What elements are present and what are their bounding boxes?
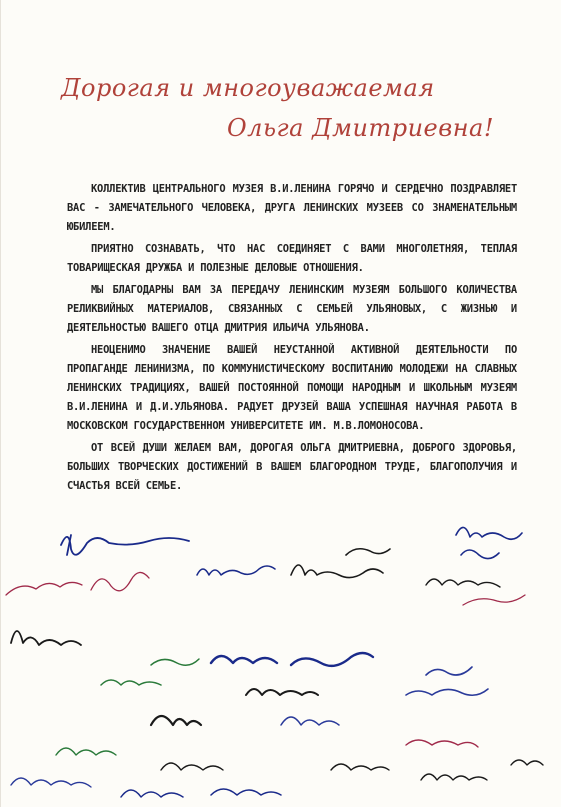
signature-16 bbox=[406, 740, 478, 747]
signature-1 bbox=[61, 535, 189, 555]
signature-5 bbox=[426, 579, 500, 587]
signature-10 bbox=[211, 653, 373, 666]
letter-body bbox=[67, 180, 517, 499]
salutation-line-2: Ольга Дмитриевна! bbox=[227, 114, 494, 142]
paragraph-4: НЕОЦЕНИМО ЗНАЧЕНИЕ ВАШЕЙ НЕУСТАННОЙ АКТИВНОЙ ДЕЯТЕЛЬНОСТИ ПО ПРОПАГАНДЕ ЛЕНИНИЗМА, ПО КОММУНИСТИЧЕСКОМУ ВОСПИТАНИЮ МОЛОДЕЖИ НА СЛАВНЫХ ЛЕНИНСКИХ ТРАДИЦИЯХ, ВАШЕЙ ПОСТОЯННОЙ ПОМОЩИ НАРОДНЫМ И ШКОЛЬНЫМ МУЗЕЯМ В.И.ЛЕНИНА И Д.И.УЛЬЯНОВА. РАДУЕТ ДРУЗЕЙ ВАША УСПЕШНАЯ НАУЧНАЯ РАБОТА В МОСКОВСКОМ ГОСУДАРСТВЕННОМ УНИВЕРСИТЕТЕ ИМ. М.В.ЛОМОНОСОВА. bbox=[67, 344, 517, 432]
signature-3 bbox=[6, 572, 149, 595]
signature-19 bbox=[11, 778, 91, 787]
signature-12 bbox=[406, 667, 488, 695]
signature-9 bbox=[101, 659, 199, 685]
salutation bbox=[1, 0, 561, 150]
signature-14 bbox=[281, 717, 339, 725]
signature-17 bbox=[161, 763, 389, 770]
signature-2 bbox=[197, 566, 275, 575]
paragraph-2: ПРИЯТНО СОЗНАВАТЬ, ЧТО НАС СОЕДИНЯЕТ С ВАМИ МНОГОЛЕТНЯЯ, ТЕПЛАЯ ТОВАРИЩЕСКАЯ ДРУЖБА И ПОЛЕЗНЫЕ ДЕЛОВЫЕ ОТНОШЕНИЯ. bbox=[67, 243, 517, 274]
signatures-area bbox=[1, 515, 561, 807]
signature-20 bbox=[121, 789, 281, 797]
signature-13 bbox=[151, 716, 201, 725]
signature-6 bbox=[456, 527, 522, 558]
signature-8 bbox=[11, 631, 81, 645]
salutation-line-1: Дорогая и многоуважаемая bbox=[61, 74, 435, 102]
paragraph-5: ОТ ВСЕЙ ДУШИ ЖЕЛАЕМ ВАМ, ДОРОГАЯ ОЛЬГА ДМИТРИЕВНА, ДОБРОГО ЗДОРОВЬЯ, БОЛЬШИХ ТВОРЧЕСКИХ ДОСТИЖЕНИЙ В ВАШЕМ БЛАГОРОДНОМ ТРУДЕ, БЛАГОПОЛУЧИЯ И СЧАСТЬЯ ВСЕЙ СЕМЬЕ. bbox=[67, 442, 517, 492]
signature-4 bbox=[291, 549, 390, 578]
signature-18 bbox=[421, 760, 543, 780]
paragraph-3: МЫ БЛАГОДАРНЫ ВАМ ЗА ПЕРЕДАЧУ ЛЕНИНСКИМ МУЗЕЯМ БОЛЬШОГО КОЛИЧЕСТВА РЕЛИКВИЙНЫХ МАТЕРИАЛОВ, СВЯЗАННЫХ С СЕМЬЕЙ УЛЬЯНОВЫХ, С ЖИЗНЬЮ И ДЕЯТЕЛЬНОСТЬЮ ВАШЕГО ОТЦА ДМИТРИЯ ИЛЬИЧА УЛЬЯНОВА. bbox=[67, 284, 517, 334]
signature-15 bbox=[56, 748, 116, 755]
signature-11 bbox=[246, 689, 318, 695]
signature-7 bbox=[463, 595, 525, 605]
paragraph-1: КОЛЛЕКТИВ ЦЕНТРАЛЬНОГО МУЗЕЯ В.И.ЛЕНИНА ГОРЯЧО И СЕРДЕЧНО ПОЗДРАВЛЯЕТ ВАС - ЗАМЕЧАТЕЛЬНОГО ЧЕЛОВЕКА, ДРУГА ЛЕНИНСКИХ МУЗЕЕВ СО ЗНАМЕНАТЕЛЬНЫМ ЮБИЛЕЕМ. bbox=[67, 183, 517, 233]
